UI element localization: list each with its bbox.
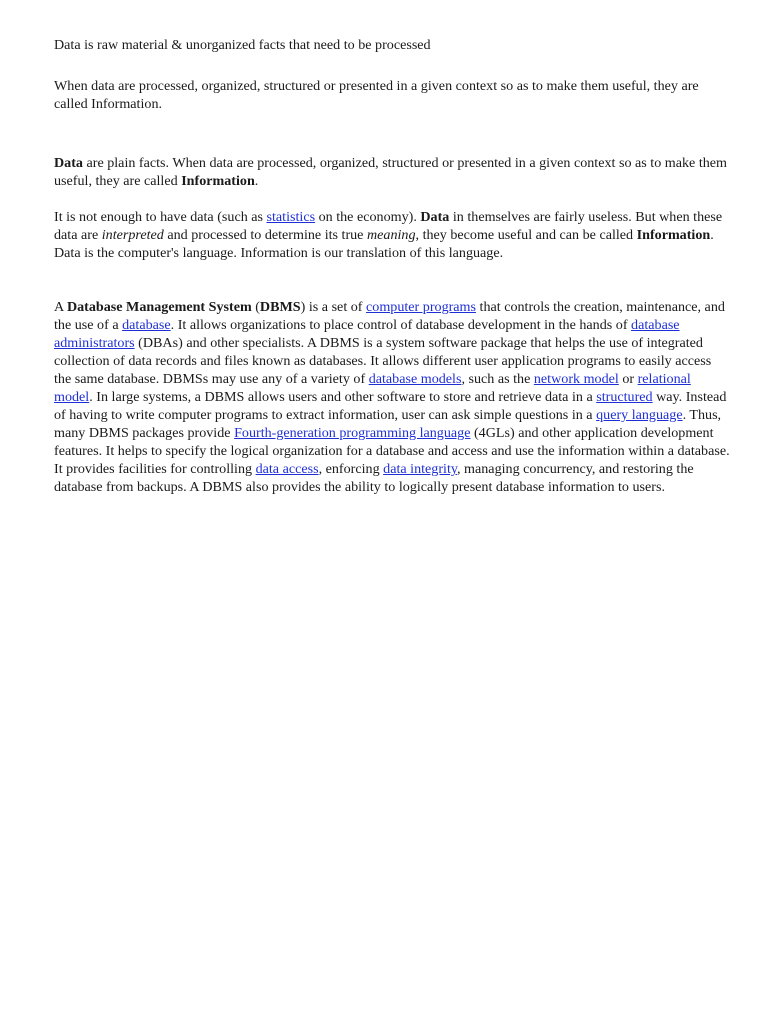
italic-term-meaning: meaning [366,227,416,243]
paragraph-text: . [254,173,259,189]
paragraph-text: in themselves are fairly useless. But when these data are [54,209,723,243]
link-network-model[interactable]: network model [533,371,619,387]
link-relational-model[interactable]: relational model [54,371,691,405]
document-page [54,36,730,496]
paragraph-text: Data is raw material & unorganized facts that need to be processed [54,37,431,53]
paragraph-text: When data are processed, organized, structured or presented in a given context so as to make them useful, they are called Information. [54,78,699,112]
paragraph-plain-facts [54,154,730,190]
italic-term-interpreted: interpreted [101,227,164,243]
paragraph-text: (4GLs) and other application development features. It helps to specify the logical organization for a database and access and use the information within a database. It provides facilities for controlling [54,425,730,477]
paragraph-text: It is not enough to have data (such as [54,209,267,225]
paragraph-text: A [54,299,67,315]
bold-term-information: Information [181,173,255,189]
link-data-access[interactable]: data access [255,461,319,477]
link-statistics[interactable]: statistics [266,209,316,225]
paragraph-text: , enforcing [318,461,384,477]
paragraph-data-definition [54,36,730,54]
bold-term-data: Data [54,155,83,171]
link-data-integrity[interactable]: data integrity [383,461,457,477]
paragraph-text: (DBAs) and other specialists. A DBMS is a system software package that helps the use of integrated collection of data records and files known as databases. It allows different user application programs to easily access the same database. DBMSs may use any of a variety of [54,335,712,387]
paragraph-text: that controls the creation, maintenance, and the use of a [54,299,725,333]
paragraph-text: . Data is the computer's language. Information is our translation of this language. [54,227,714,261]
paragraph-text: way. Instead of having to write computer programs to extract information, user can ask simple questions in a [54,389,727,423]
paragraph-text: , managing concurrency, and restoring the database from backups. A DBMS also provides the ability to logically present database information to users. [54,461,694,495]
paragraph-information-definition [54,77,730,113]
link-fourth-generation-programming-language[interactable]: Fourth-generation programming language [234,425,471,441]
link-database-models[interactable]: database models [368,371,462,387]
paragraph-text: ) is a set of [300,299,367,315]
paragraph-text: ( [251,299,260,315]
paragraph-text: , such as the [461,371,534,387]
bold-term-dbms-full: Database Management System [66,299,252,315]
paragraph-text: on the economy). [315,209,421,225]
paragraph-text: . In large systems, a DBMS allows users and other software to store and retrieve data in a [89,389,597,405]
link-database-administrators[interactable]: database administrators [54,317,680,351]
paragraph-text: are plain facts. When data are processed, organized, structured or presented in a given context so as to make them useful, they are called [54,155,727,189]
paragraph-text: . Thus, many DBMS packages provide [54,407,722,441]
paragraph-text: . It allows organizations to place control of database development in the hands of [170,317,632,333]
bold-term-data: Data [420,209,450,225]
paragraph-text: , they become useful and can be called [415,227,637,243]
bold-term-dbms: DBMS [259,299,301,315]
paragraph-text: or [618,371,638,387]
link-database[interactable]: database [122,317,171,333]
paragraph-text: and processed to determine its true [163,227,367,243]
paragraph-dbms [54,298,730,496]
link-computer-programs[interactable]: computer programs [366,299,477,315]
paragraph-data-vs-information [54,208,730,262]
bold-term-information: Information [636,227,711,243]
link-structured[interactable]: structured [596,389,653,405]
link-query-language[interactable]: query language [596,407,683,423]
